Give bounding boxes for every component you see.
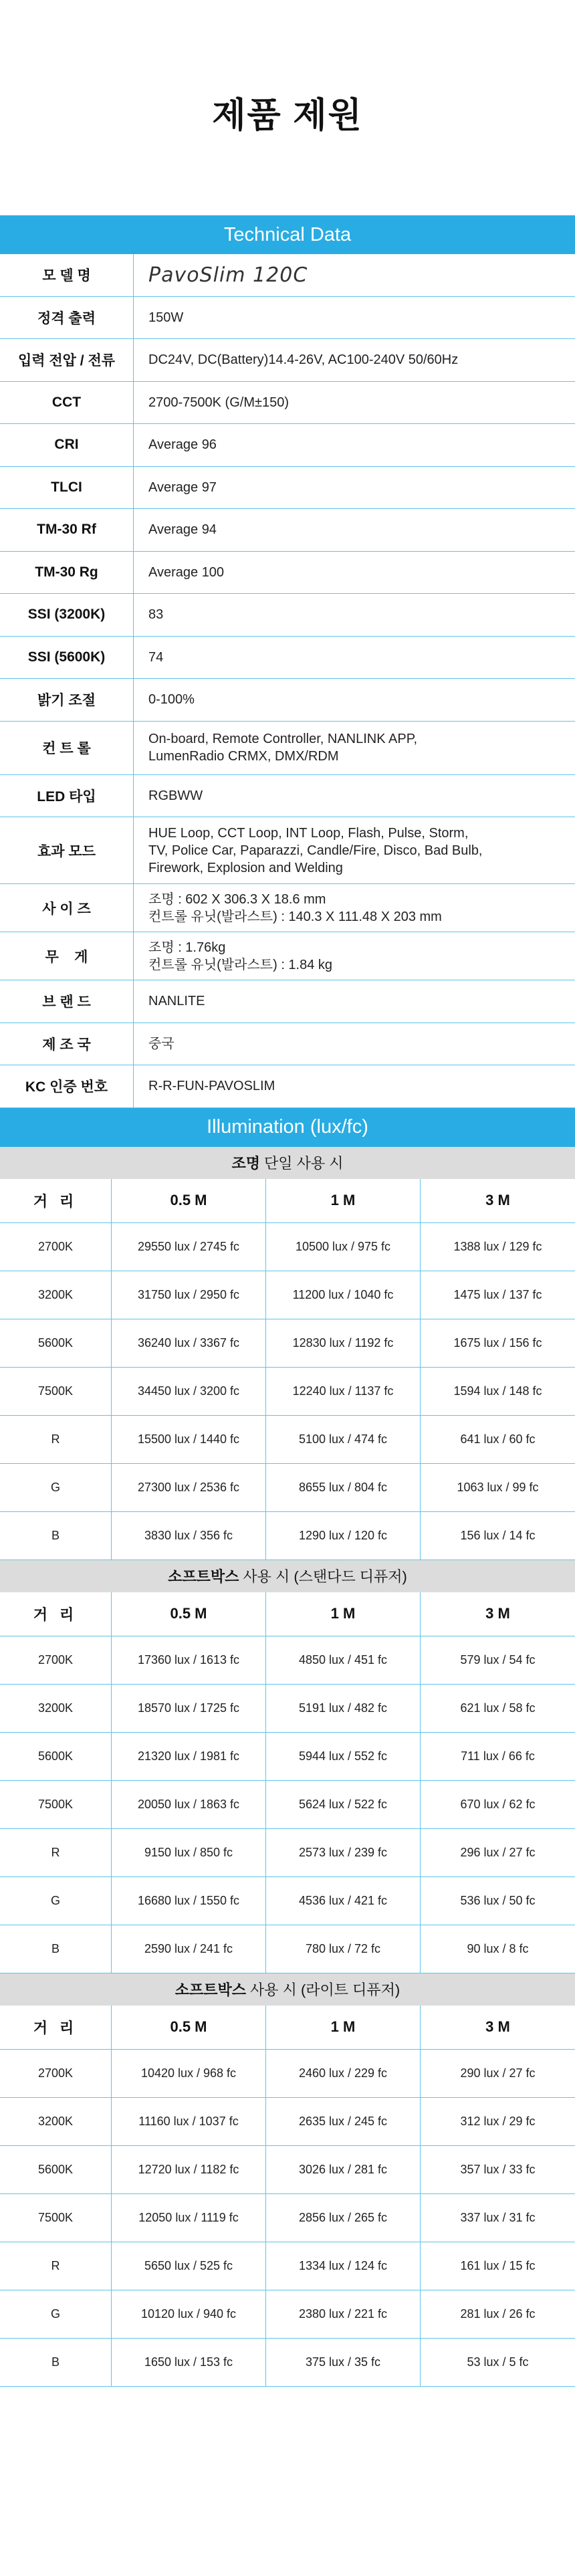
row-label: 2700K xyxy=(0,1223,112,1271)
spec-value xyxy=(134,382,575,424)
table-row xyxy=(0,1319,575,1368)
illumination-table xyxy=(0,1179,575,1560)
spec-value xyxy=(134,594,575,636)
illumination-subheader xyxy=(0,1147,575,1179)
spec-value xyxy=(134,339,575,381)
table-row xyxy=(0,2290,575,2339)
table-cell: 36240 lux / 3367 fc xyxy=(112,1319,266,1367)
spec-value-line: 2700-7500K (G/M±150) xyxy=(148,395,289,410)
table-cell: 31750 lux / 2950 fc xyxy=(112,1271,266,1319)
table-cell: 621 lux / 58 fc xyxy=(460,1701,536,1715)
spec-value-line: Average 100 xyxy=(148,564,225,580)
row-label: 3200K xyxy=(0,1685,112,1732)
table-row xyxy=(0,2098,575,2146)
spec-label: 입력 전압 / 전류 xyxy=(0,339,134,381)
spec-value-line: DC24V, DC(Battery)14.4-26V, AC100-240V 50/60Hz xyxy=(148,352,459,368)
spec-value xyxy=(134,297,575,339)
table-row xyxy=(0,1464,575,1512)
column-header: 거 리 xyxy=(0,1179,112,1222)
row-label: G xyxy=(0,2290,112,2338)
table-cell: 5944 lux / 552 fc xyxy=(266,1733,421,1780)
table-row xyxy=(0,1781,575,1829)
table-cell: 5100 lux / 474 fc xyxy=(266,1416,421,1463)
spec-value-line: 83 xyxy=(148,607,164,623)
spec-row xyxy=(0,552,575,595)
page-title: 제품 제원 xyxy=(212,96,363,135)
table-cell: 2460 lux / 229 fc xyxy=(266,2050,421,2097)
row-label: G xyxy=(0,1464,112,1511)
spec-row xyxy=(0,382,575,425)
table-cell: 16680 lux / 1550 fc xyxy=(112,1877,266,1925)
spec-value-line: 컨트롤 유닛(발라스트) : 1.84 kg xyxy=(148,957,333,972)
spec-label: 무 게 xyxy=(0,932,134,980)
spec-row xyxy=(0,817,575,884)
table-row xyxy=(0,1925,575,1973)
spec-value xyxy=(134,679,575,721)
illumination-header: Illumination (lux/fc) xyxy=(0,1108,575,1147)
spec-value-line: Average 96 xyxy=(148,437,217,453)
table-cell: 670 lux / 62 fc xyxy=(460,1797,536,1811)
row-label: B xyxy=(0,1512,112,1560)
spec-value xyxy=(134,932,575,980)
table-cell: 10120 lux / 940 fc xyxy=(112,2290,266,2338)
row-label: B xyxy=(0,1925,112,1973)
row-label: 7500K xyxy=(0,1781,112,1828)
spec-value-line: LumenRadio CRMX, DMX/RDM xyxy=(148,749,339,764)
table-cell: 375 lux / 35 fc xyxy=(266,2339,421,2386)
table-row xyxy=(0,1685,575,1733)
table-cell: 27300 lux / 2536 fc xyxy=(112,1464,266,1511)
table-cell: 20050 lux / 1863 fc xyxy=(112,1781,266,1828)
spec-label: 모 델 명 xyxy=(0,254,134,296)
table-cell: 156 lux / 14 fc xyxy=(460,1528,536,1542)
table-cell: 11160 lux / 1037 fc xyxy=(112,2098,266,2145)
column-header: 1 M xyxy=(266,1179,421,1222)
spec-label: TM-30 Rg xyxy=(0,552,134,594)
spec-value xyxy=(134,1065,575,1107)
spec-row xyxy=(0,1023,575,1066)
table-row xyxy=(0,1368,575,1416)
row-label: 5600K xyxy=(0,1733,112,1780)
table-cell: 296 lux / 27 fc xyxy=(460,1845,536,1859)
spec-row xyxy=(0,339,575,382)
table-cell: 12830 lux / 1192 fc xyxy=(266,1319,421,1367)
table-cell: 337 lux / 31 fc xyxy=(460,2210,536,2224)
spec-row xyxy=(0,679,575,722)
spec-value-line: NANLITE xyxy=(148,994,205,1009)
table-row xyxy=(0,1512,575,1560)
spec-value xyxy=(134,1023,575,1065)
model-name: PavoSlim 120C xyxy=(148,263,308,287)
spec-row xyxy=(0,1065,575,1108)
table-row xyxy=(0,1416,575,1464)
row-label: 3200K xyxy=(0,2098,112,2145)
column-header: 3 M xyxy=(485,1192,510,1208)
table-cell: 12720 lux / 1182 fc xyxy=(112,2146,266,2193)
row-label: 7500K xyxy=(0,1368,112,1415)
table-cell: 641 lux / 60 fc xyxy=(460,1432,536,1446)
spec-label: LED 타입 xyxy=(0,775,134,817)
column-header: 1 M xyxy=(266,2006,421,2049)
table-cell: 10500 lux / 975 fc xyxy=(266,1223,421,1271)
table-cell: 1334 lux / 124 fc xyxy=(266,2242,421,2290)
table-cell: 12240 lux / 1137 fc xyxy=(266,1368,421,1415)
spec-label: CCT xyxy=(0,382,134,424)
spec-row xyxy=(0,254,575,297)
table-cell: 21320 lux / 1981 fc xyxy=(112,1733,266,1780)
table-cell: 357 lux / 33 fc xyxy=(460,2162,536,2176)
subheader-rest: 사용 시 (라이트 디퓨저) xyxy=(250,1981,400,1998)
spec-row xyxy=(0,637,575,679)
subheader-rest: 사용 시 (스탠다드 디퓨저) xyxy=(243,1568,407,1585)
table-cell: 3830 lux / 356 fc xyxy=(112,1512,266,1560)
table-cell: 1650 lux / 153 fc xyxy=(112,2339,266,2386)
spec-value xyxy=(134,817,575,883)
spec-value-line: 0-100% xyxy=(148,692,195,708)
table-cell: 5624 lux / 522 fc xyxy=(266,1781,421,1828)
spec-row xyxy=(0,884,575,932)
illumination-table xyxy=(0,1592,575,1973)
table-cell: 15500 lux / 1440 fc xyxy=(112,1416,266,1463)
spec-row xyxy=(0,594,575,637)
table-cell: 90 lux / 8 fc xyxy=(467,1941,529,1955)
spec-value-line: TV, Police Car, Paparazzi, Candle/Fire, Disco, Bad Bulb, xyxy=(148,843,483,858)
spec-value-line: 컨트롤 유닛(발라스트) : 140.3 X 111.48 X 203 mm xyxy=(148,909,442,924)
table-row xyxy=(0,1223,575,1271)
table-cell: 579 lux / 54 fc xyxy=(460,1652,536,1667)
technical-data-table xyxy=(0,254,575,1108)
spec-value xyxy=(134,424,575,466)
spec-row xyxy=(0,424,575,467)
column-header: 0.5 M xyxy=(112,1179,266,1222)
table-cell: 2380 lux / 221 fc xyxy=(266,2290,421,2338)
row-label: 2700K xyxy=(0,1636,112,1684)
spec-value-line: On-board, Remote Controller, NANLINK APP, xyxy=(148,732,418,746)
spec-label: TM-30 Rf xyxy=(0,509,134,551)
table-row xyxy=(0,1636,575,1685)
table-row xyxy=(0,1733,575,1781)
spec-label: 효과 모드 xyxy=(0,817,134,883)
spec-value xyxy=(134,980,575,1023)
table-cell: 1388 lux / 129 fc xyxy=(453,1239,542,1253)
column-header: 0.5 M xyxy=(112,1592,266,1636)
table-cell: 17360 lux / 1613 fc xyxy=(112,1636,266,1684)
table-cell: 281 lux / 26 fc xyxy=(460,2306,536,2321)
column-header: 1 M xyxy=(266,1592,421,1636)
table-cell: 53 lux / 5 fc xyxy=(467,2355,529,2369)
table-cell: 290 lux / 27 fc xyxy=(460,2066,536,2080)
table-cell: 2573 lux / 239 fc xyxy=(266,1829,421,1876)
technical-data-header: Technical Data xyxy=(0,215,575,254)
table-row xyxy=(0,1829,575,1877)
table-cell: 8655 lux / 804 fc xyxy=(266,1464,421,1511)
row-label: G xyxy=(0,1877,112,1925)
table-header-row xyxy=(0,2006,575,2050)
row-label: B xyxy=(0,2339,112,2386)
spec-label: CRI xyxy=(0,424,134,466)
spec-value xyxy=(134,722,575,774)
spec-value-line: Firework, Explosion and Welding xyxy=(148,860,343,875)
table-cell: 780 lux / 72 fc xyxy=(266,1925,421,1973)
spec-value xyxy=(134,467,575,509)
spec-label: SSI (3200K) xyxy=(0,594,134,636)
spec-value xyxy=(134,509,575,551)
column-header: 거 리 xyxy=(0,1592,112,1636)
spec-value-line: Average 97 xyxy=(148,479,217,495)
table-cell: 4536 lux / 421 fc xyxy=(266,1877,421,1925)
spec-row xyxy=(0,932,575,980)
spec-label: 제 조 국 xyxy=(0,1023,134,1065)
table-cell: 5650 lux / 525 fc xyxy=(112,2242,266,2290)
spec-value xyxy=(134,884,575,932)
illumination-subheader xyxy=(0,1973,575,2006)
table-header-row xyxy=(0,1179,575,1223)
table-cell: 1475 lux / 137 fc xyxy=(453,1287,542,1301)
subheader-bold: 소프트박스 xyxy=(175,1981,246,1998)
table-cell: 18570 lux / 1725 fc xyxy=(112,1685,266,1732)
column-header: 3 M xyxy=(485,1605,510,1622)
spec-label: KC 인증 번호 xyxy=(0,1065,134,1107)
table-cell: 3026 lux / 281 fc xyxy=(266,2146,421,2193)
table-row xyxy=(0,2242,575,2290)
table-cell: 34450 lux / 3200 fc xyxy=(112,1368,266,1415)
table-cell: 4850 lux / 451 fc xyxy=(266,1636,421,1684)
table-cell: 161 lux / 15 fc xyxy=(460,2258,536,2272)
illumination-tables xyxy=(0,1147,575,2387)
spec-value-line: 조명 : 602 X 306.3 X 18.6 mm xyxy=(148,891,326,907)
table-row xyxy=(0,2339,575,2387)
row-label: 3200K xyxy=(0,1271,112,1319)
spec-value-line: Average 94 xyxy=(148,522,217,538)
subheader-bold: 조명 xyxy=(231,1155,260,1172)
table-cell: 29550 lux / 2745 fc xyxy=(112,1223,266,1271)
table-cell: 1675 lux / 156 fc xyxy=(453,1335,542,1350)
spec-value xyxy=(134,254,575,296)
spec-value xyxy=(134,775,575,817)
table-cell: 312 lux / 29 fc xyxy=(460,2114,536,2128)
table-cell: 9150 lux / 850 fc xyxy=(112,1829,266,1876)
spec-row xyxy=(0,722,575,775)
table-cell: 11200 lux / 1040 fc xyxy=(266,1271,421,1319)
spec-value-line: 74 xyxy=(148,649,164,665)
spec-row xyxy=(0,297,575,340)
spec-row xyxy=(0,775,575,818)
row-label: 2700K xyxy=(0,2050,112,2097)
row-label: 5600K xyxy=(0,1319,112,1367)
spec-label: 밝기 조절 xyxy=(0,679,134,721)
table-cell: 1063 lux / 99 fc xyxy=(457,1480,539,1494)
table-header-row xyxy=(0,1592,575,1636)
table-cell: 2635 lux / 245 fc xyxy=(266,2098,421,2145)
column-header: 거 리 xyxy=(0,2006,112,2049)
table-cell: 2856 lux / 265 fc xyxy=(266,2194,421,2242)
table-row xyxy=(0,2194,575,2242)
table-cell: 1290 lux / 120 fc xyxy=(266,1512,421,1560)
spec-label: 사 이 즈 xyxy=(0,884,134,932)
table-cell: 10420 lux / 968 fc xyxy=(112,2050,266,2097)
spec-value-line: R-R-FUN-PAVOSLIM xyxy=(148,1079,275,1094)
table-cell: 12050 lux / 1119 fc xyxy=(112,2194,266,2242)
spec-label: TLCI xyxy=(0,467,134,509)
row-label: R xyxy=(0,1829,112,1876)
spec-label: 컨 트 롤 xyxy=(0,722,134,774)
column-header: 3 M xyxy=(485,2018,510,2035)
spec-value xyxy=(134,637,575,679)
spec-value xyxy=(134,552,575,594)
spec-row xyxy=(0,980,575,1023)
spec-label: 정격 출력 xyxy=(0,297,134,339)
row-label: R xyxy=(0,2242,112,2290)
illumination-table xyxy=(0,2006,575,2387)
table-row xyxy=(0,1877,575,1925)
illumination-subheader xyxy=(0,1560,575,1592)
table-cell: 2590 lux / 241 fc xyxy=(112,1925,266,1973)
spec-value-line: RGBWW xyxy=(148,788,203,803)
row-label: R xyxy=(0,1416,112,1463)
subheader-rest: 단일 사용 시 xyxy=(264,1155,344,1172)
table-cell: 711 lux / 66 fc xyxy=(461,1749,535,1763)
table-row xyxy=(0,2050,575,2098)
spec-label: SSI (5600K) xyxy=(0,637,134,679)
spec-row xyxy=(0,467,575,510)
row-label: 7500K xyxy=(0,2194,112,2242)
table-cell: 1594 lux / 148 fc xyxy=(453,1384,542,1398)
spec-value-line: 150W xyxy=(148,310,184,325)
spec-value-line: 조명 : 1.76kg xyxy=(148,940,226,955)
row-label: 5600K xyxy=(0,2146,112,2193)
subheader-bold: 소프트박스 xyxy=(168,1568,239,1585)
table-cell: 5191 lux / 482 fc xyxy=(266,1685,421,1732)
spec-row xyxy=(0,509,575,552)
table-row xyxy=(0,1271,575,1319)
spec-label: 브 랜 드 xyxy=(0,980,134,1023)
table-row xyxy=(0,2146,575,2194)
column-header: 0.5 M xyxy=(112,2006,266,2049)
table-cell: 536 lux / 50 fc xyxy=(460,1893,536,1907)
spec-value-line: HUE Loop, CCT Loop, INT Loop, Flash, Pulse, Storm, xyxy=(148,825,469,841)
spec-value-line: 중국 xyxy=(148,1036,175,1051)
